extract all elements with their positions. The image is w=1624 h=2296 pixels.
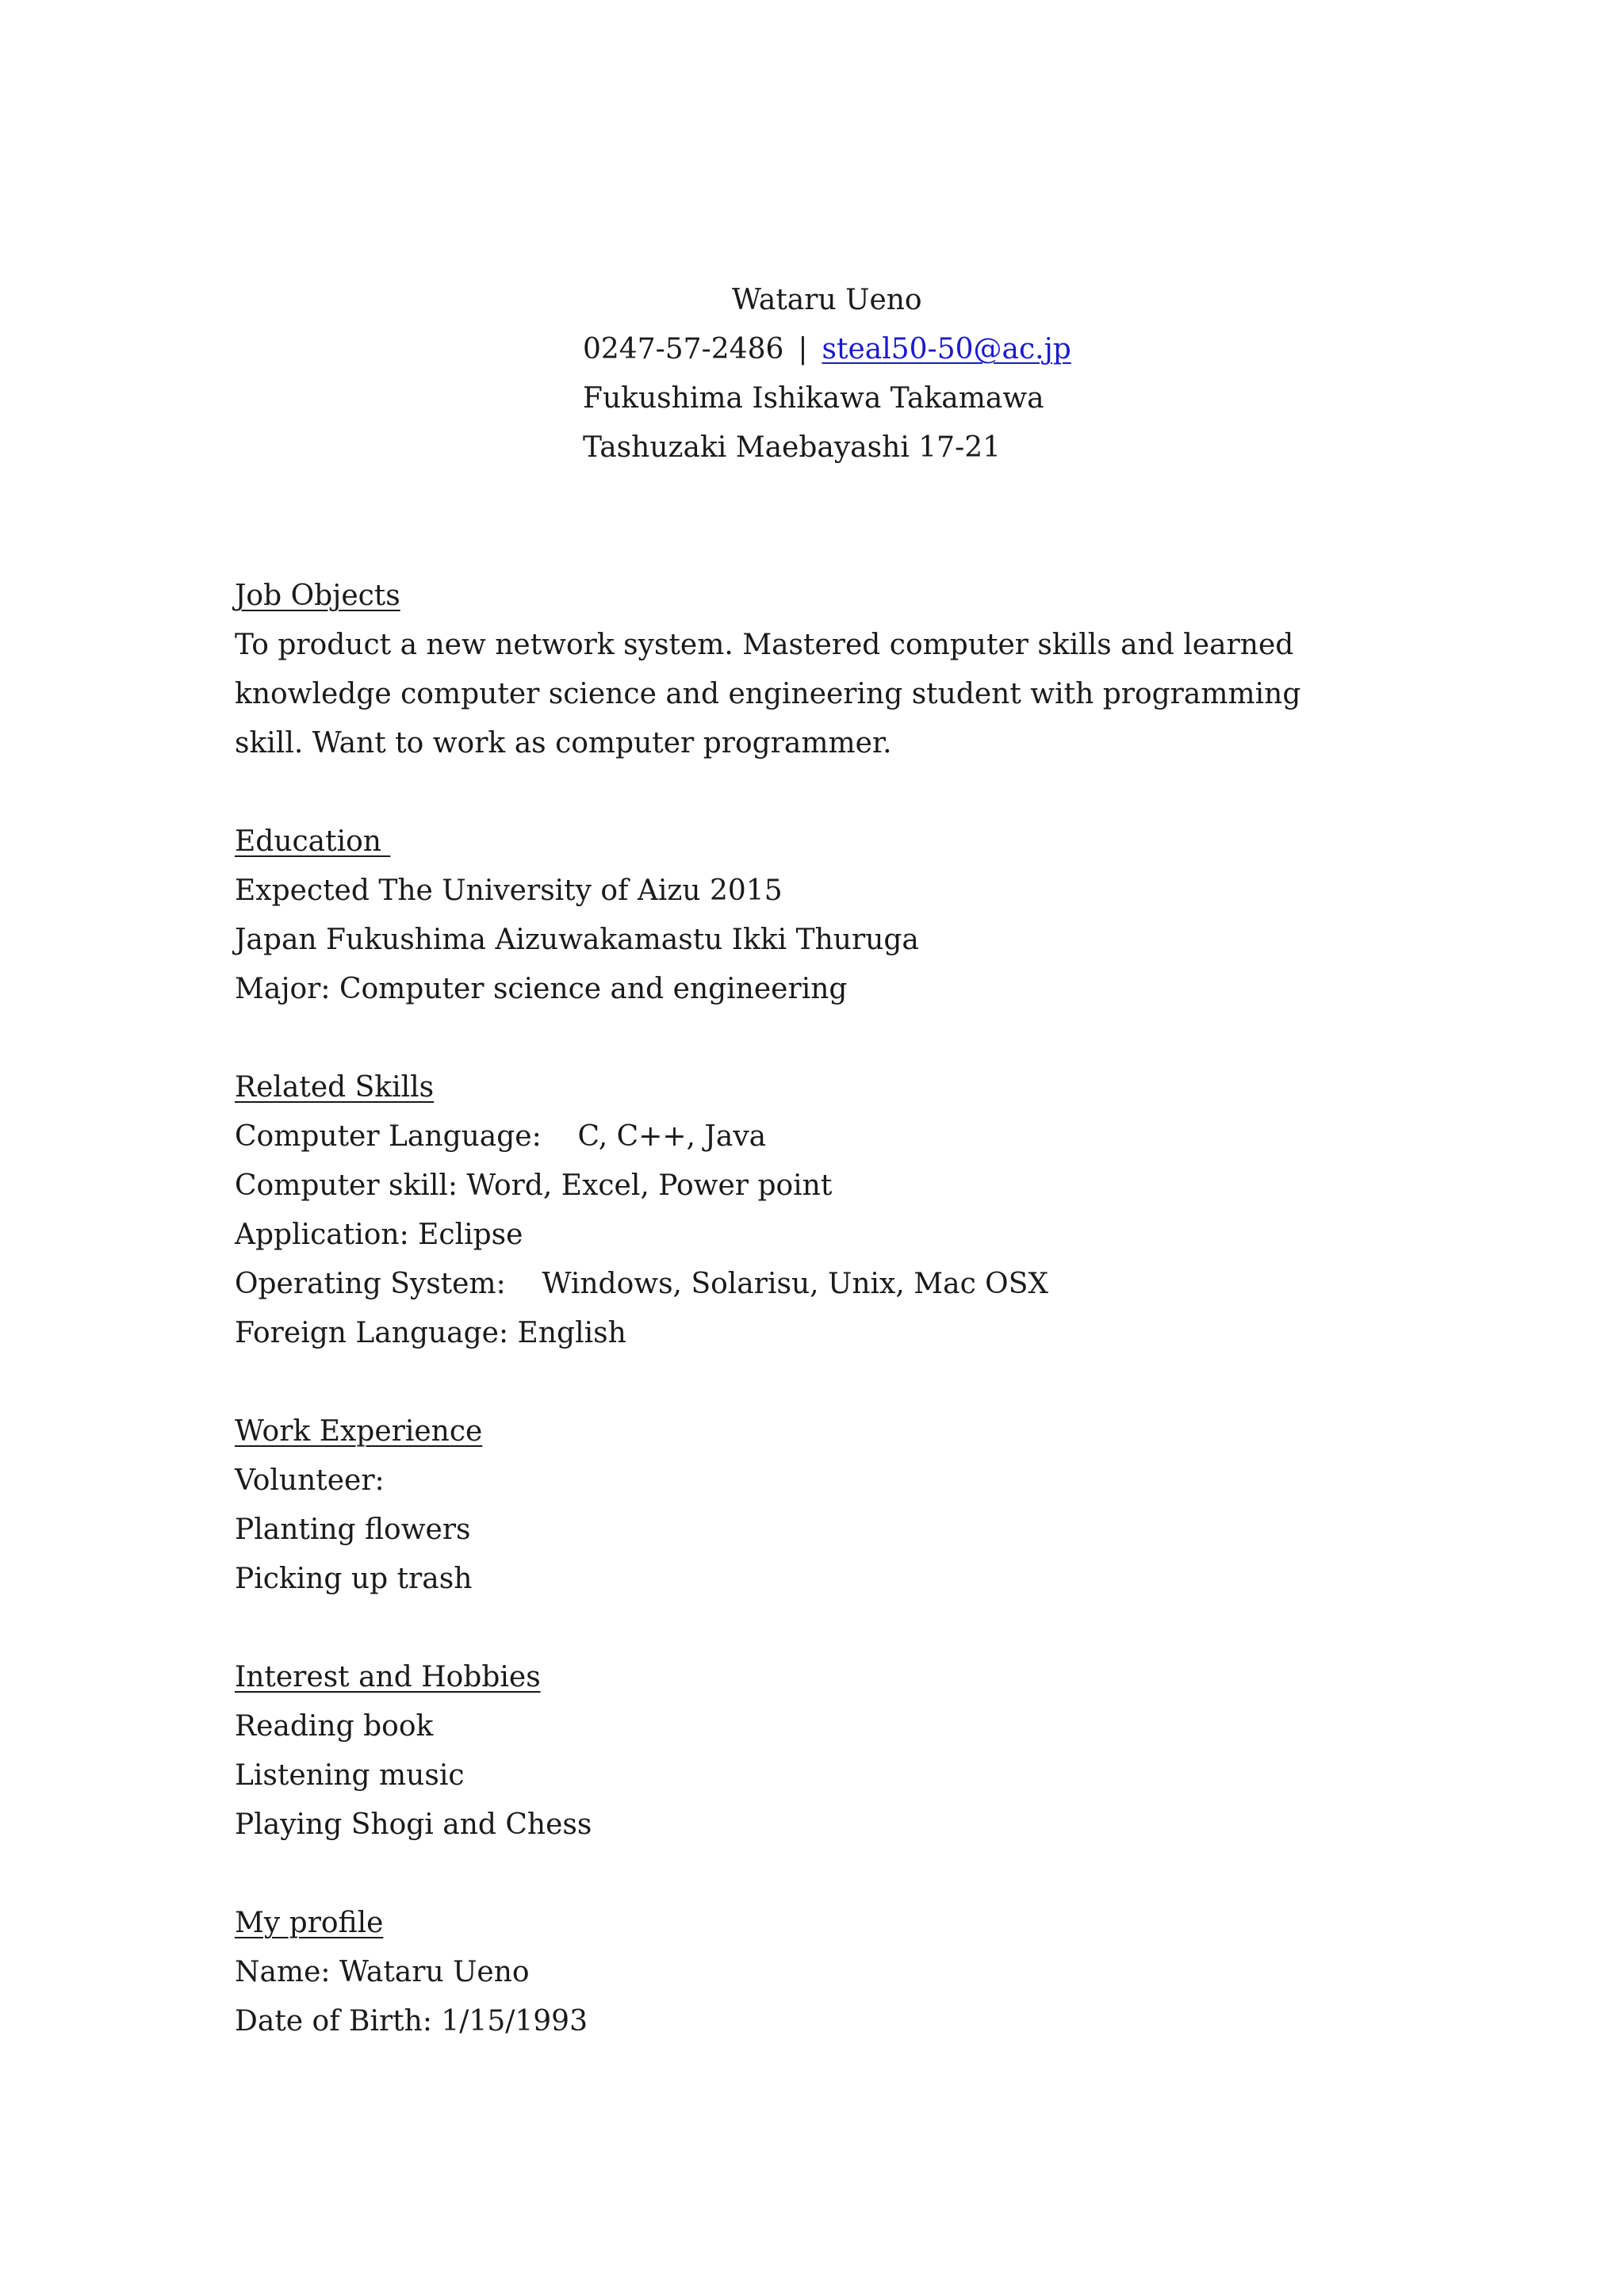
work-line: Planting flowers (235, 1513, 471, 1546)
applicant-name: Wataru Ueno (732, 284, 922, 316)
skills-line: Operating System: Windows, Solarisu, Unix, Mac OSX (235, 1268, 1048, 1300)
education-section (235, 817, 1392, 1014)
contact-separator: | (798, 333, 808, 365)
skills-line: Foreign Language: English (235, 1317, 626, 1349)
resume-body (235, 572, 1392, 2095)
hobby-line: Playing Shogi and Chess (235, 1808, 592, 1841)
phone-number: 0247-57-2486 (583, 333, 784, 365)
profile-section (235, 1899, 1392, 2046)
hobby-line: Listening music (235, 1759, 465, 1792)
contact-line (583, 325, 1297, 374)
work-line: Picking up trash (235, 1563, 473, 1595)
profile-line: Name: Wataru Ueno (235, 1956, 530, 1988)
education-line: Major: Computer science and engineering (235, 973, 848, 1005)
job-objects-section (235, 572, 1392, 768)
address-line-2: Tashuzaki Maebayashi 17-21 (583, 431, 1002, 464)
education-line: Japan Fukushima Aizuwakamastu Ikki Thuruga (235, 924, 919, 956)
work-line: Volunteer: (235, 1464, 385, 1497)
job-objects-heading: Job Objects (235, 580, 400, 612)
work-heading: Work Experience (235, 1415, 483, 1448)
hobbies-section (235, 1653, 1392, 1850)
address-line-1: Fukushima Ishikawa Takamawa (583, 382, 1044, 415)
hobbies-heading: Interest and Hobbies (235, 1661, 541, 1693)
work-section (235, 1407, 1392, 1604)
education-line: Expected The University of Aizu 2015 (235, 874, 783, 907)
skills-line: Application: Eclipse (235, 1219, 523, 1251)
hobby-line: Reading book (235, 1710, 434, 1743)
skills-line: Computer skill: Word, Excel, Power point (235, 1169, 833, 1202)
skills-heading: Related Skills (235, 1071, 435, 1104)
education-heading: Education (235, 825, 391, 858)
skills-line: Computer Language: C, C++, Java (235, 1120, 767, 1153)
email-link[interactable]: steal50-50@ac.jp (822, 333, 1071, 365)
skills-section (235, 1063, 1392, 1358)
profile-heading: My profile (235, 1907, 384, 1939)
contact-header (583, 276, 1297, 473)
job-objects-text: To product a new network system. Mastered computer skills and learned knowledge computer science and engineering student with programming skill. Want to work as computer programmer. (235, 629, 1301, 760)
profile-line: Date of Birth: 1/15/1993 (235, 2005, 588, 2038)
